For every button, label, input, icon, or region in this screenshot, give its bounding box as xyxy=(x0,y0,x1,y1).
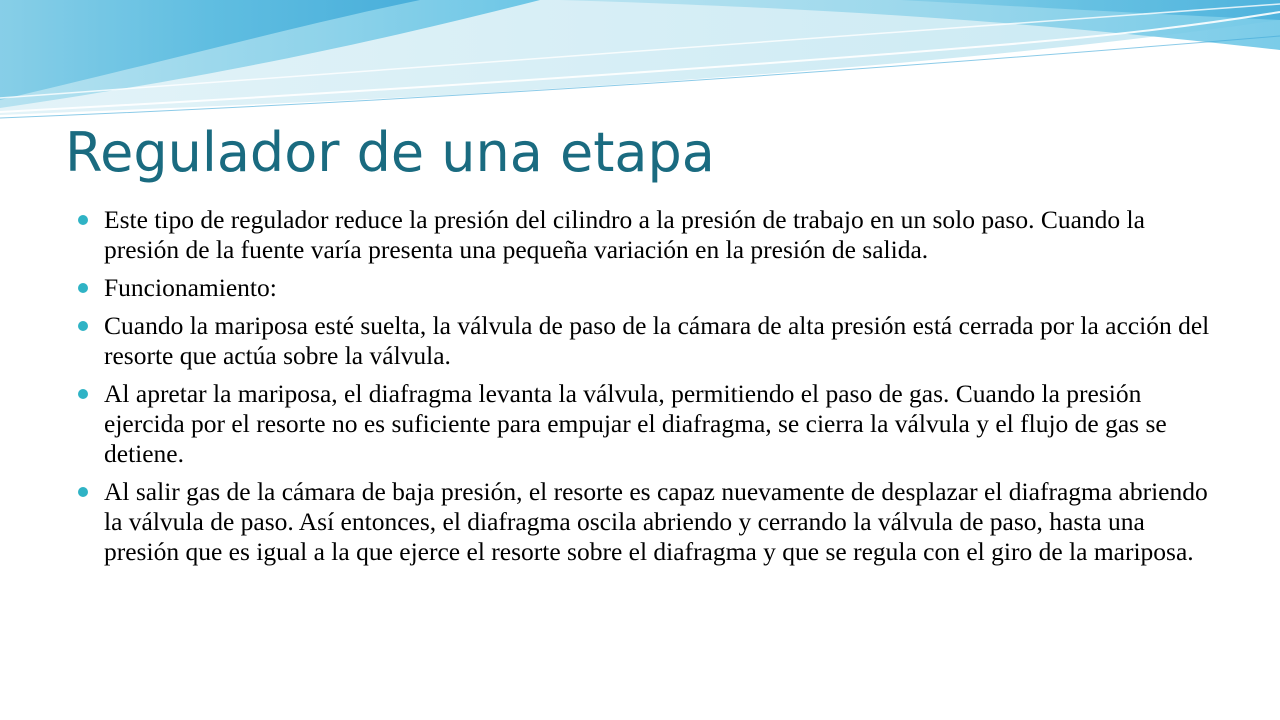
slide-title: Regulador de una etapa xyxy=(65,121,715,184)
list-item-text: Al salir gas de la cámara de baja presión, el resorte es capaz nuevamente de desplazar el diafragma abriendo la válvula de paso. Así entonces, el diafragma oscila abriendo y cerrando la válvula de paso, hasta una presión que es igual a la que ejerce el resorte sobre el diafragma y que se regula con el giro de la mariposa. xyxy=(104,477,1208,566)
list-item-text: Este tipo de regulador reduce la presión del cilindro a la presión de trabajo en un solo paso. Cuando la presión de la fuente varía presenta una pequeña variación en la presión de salida. xyxy=(104,205,1145,264)
header-wave-decoration xyxy=(0,0,1280,130)
list-item xyxy=(78,311,1218,371)
list-item xyxy=(78,379,1218,469)
list-item-text: Funcionamiento: xyxy=(104,273,277,302)
bullet-list xyxy=(78,205,1218,575)
list-item xyxy=(78,205,1218,265)
bullet-dot-icon xyxy=(78,389,88,399)
bullet-dot-icon xyxy=(78,321,88,331)
list-item xyxy=(78,477,1218,567)
list-item-text: Al apretar la mariposa, el diafragma levanta la válvula, permitiendo el paso de gas. Cuando la presión ejercida por el resorte no es suficiente para empujar el diafragma, se cierra la válvula y el flujo de gas se detiene. xyxy=(104,379,1167,468)
list-item-text: Cuando la mariposa esté suelta, la válvula de paso de la cámara de alta presión está cerrada por la acción del resorte que actúa sobre la válvula. xyxy=(104,311,1210,370)
list-item xyxy=(78,273,1218,303)
bullet-dot-icon xyxy=(78,487,88,497)
bullet-dot-icon xyxy=(78,215,88,225)
bullet-dot-icon xyxy=(78,283,88,293)
